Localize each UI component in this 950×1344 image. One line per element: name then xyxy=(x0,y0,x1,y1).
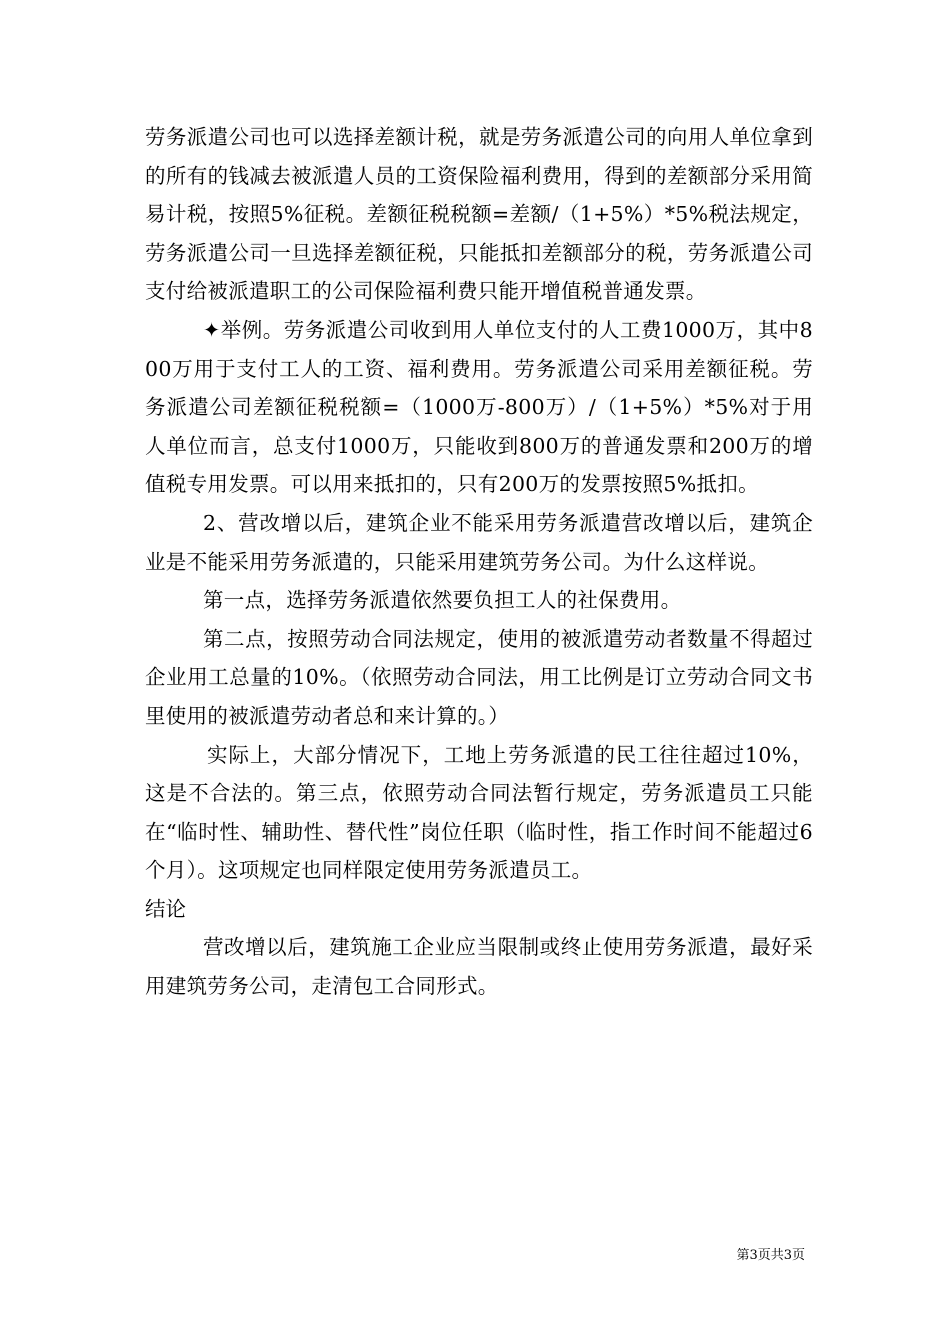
paragraph-second-point: 第二点，按照劳动合同法规定，使用的被派遣劳动者数量不得超过企业用工总量的10%。（依照劳动合同法，用工比例是订立劳动合同文书里使用的被派遣劳动者总和来计算的。） xyxy=(145,626,813,728)
paragraph-point-2: 2、营改增以后，建筑企业不能采用劳务派遣营改增以后，建筑企业是不能采用劳务派遣的，只能采用建筑劳务公司。为什么这样说。 xyxy=(145,510,813,574)
page-number-footer: 第3页共3页 xyxy=(736,1248,805,1263)
conclusion-heading: 结论 xyxy=(145,896,186,921)
document-body xyxy=(145,118,813,1006)
paragraph-third-point: 实际上，大部分情况下，工地上劳务派遣的民工往往超过10%，这是不合法的。第三点，依照劳动合同法暂行规定，劳务派遣员工只能在“临时性、辅助性、替代性”岗位任职（临时性，指工作时间不能超过6个月）。这项规定也同样限定使用劳务派遣员工。 xyxy=(145,742,813,883)
paragraph-example: ✦举例。劳务派遣公司收到用人单位支付的人工费1000万，其中800万用于支付工人的工资、福利费用。劳务派遣公司采用差额征税。劳务派遣公司差额征税税额=（1000万-800万）/（1+5%）*5%对于用人单位而言，总支付1000万，只能收到800万的普通发票和200万的增值税专用发票。可以用来抵扣的，只有200万的发票按照5%抵扣。 xyxy=(145,317,813,497)
paragraph-conclusion: 营改增以后，建筑施工企业应当限制或终止使用劳务派遣，最好采用建筑劳务公司，走清包工合同形式。 xyxy=(145,935,813,999)
paragraph-differential-tax: 劳务派遣公司也可以选择差额计税，就是劳务派遣公司的向用人单位拿到的所有的钱减去被派遣人员的工资保险福利费用，得到的差额部分采用简易计税，按照5%征税。差额征税税额=差额/（1+5%）*5%税法规定，劳务派遣公司一旦选择差额征税，只能抵扣差额部分的税，劳务派遣公司支付给被派遣职工的公司保险福利费只能开增值税普通发票。 xyxy=(145,125,813,304)
paragraph-first-point: 第一点，选择劳务派遣依然要负担工人的社保费用。 xyxy=(203,588,682,613)
